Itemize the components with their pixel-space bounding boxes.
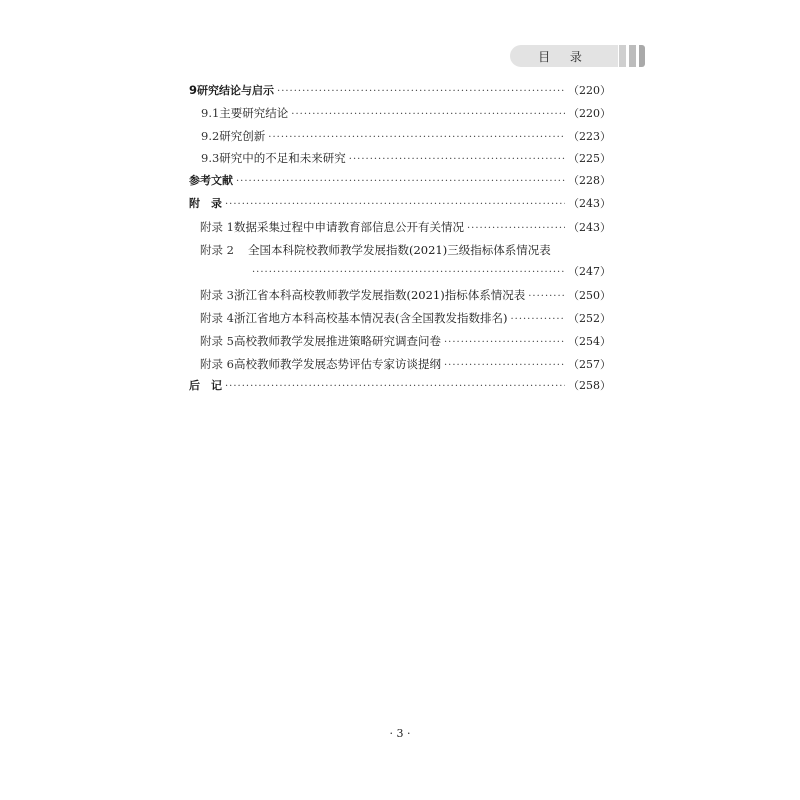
toc-entry-page: （243） — [568, 196, 611, 210]
toc-entry-title: 参考文献 — [189, 174, 233, 188]
toc-entry-title: 高校教师教学发展态势评估专家访谈提纲 — [233, 356, 441, 371]
toc-entry-title: 研究中的不足和未来研究 — [219, 151, 346, 166]
toc-entry-page: （243） — [568, 220, 611, 234]
toc-entry-title: 研究结论与启示 — [197, 84, 275, 97]
toc-entry-appendix-1[interactable] — [189, 216, 611, 239]
toc-entry-title: 高校教师教学发展推进策略研究调查问卷 — [233, 333, 441, 348]
toc-entry-number: 附录 5 — [200, 333, 234, 348]
toc-entry-references[interactable] — [189, 170, 611, 193]
toc-entry-page: （250） — [568, 289, 611, 303]
toc-entry-title: 浙江省地方本科高校基本情况表(含全国教发指数排名) — [233, 310, 508, 325]
toc-entry-title: 附 录 — [189, 196, 222, 210]
toc-entry-page: （220） — [568, 106, 611, 120]
dot-leader — [510, 309, 565, 332]
toc-entry-9-3[interactable] — [189, 147, 611, 170]
toc-entry-page: （254） — [568, 334, 611, 348]
toc-entry-appendix-6[interactable] — [189, 353, 611, 376]
toc-entry-page: （252） — [568, 311, 611, 325]
toc-entry-appendix-4[interactable] — [189, 307, 611, 330]
dot-leader — [236, 171, 565, 194]
toc-entry-9-1[interactable] — [189, 102, 611, 125]
toc-entry-title: 主要研究结论 — [219, 105, 289, 120]
toc-entry-appendix-5[interactable] — [189, 330, 611, 353]
dot-leader — [268, 127, 565, 150]
header-bar — [639, 45, 645, 67]
toc-entry-number: 附录 3 — [200, 288, 234, 303]
toc-entry-chapter-9[interactable] — [189, 79, 611, 102]
toc-entry-number: 9.2 — [201, 128, 220, 143]
toc-entry-number: 附录 6 — [200, 356, 234, 371]
toc-entry-number: 9.3 — [201, 151, 220, 166]
toc-entry-page: （257） — [568, 357, 611, 371]
toc-entry-number: 附录 1 — [200, 219, 234, 234]
toc-entry-page: （247） — [568, 265, 611, 279]
dot-leader — [444, 355, 565, 378]
section-header-label: 目 录 — [538, 49, 590, 64]
toc-entry-title: 研究创新 — [219, 128, 266, 143]
dot-leader — [467, 218, 565, 241]
toc-entry-title: 后 记 — [189, 379, 222, 393]
header-bar — [629, 45, 636, 67]
dot-leader — [291, 104, 565, 127]
toc-entry-number: 9.1 — [201, 105, 220, 120]
toc-entry-afterword[interactable] — [189, 375, 611, 398]
dot-leader — [252, 262, 565, 285]
toc-entry-title: 全国本科院校教师教学发展指数(2021)三级指标体系情况表 — [248, 242, 551, 257]
toc-entry-number: 附录 2 — [200, 242, 234, 257]
toc-entry-title: 浙江省本科高校教师教学发展指数(2021)指标体系情况表 — [233, 288, 526, 303]
table-of-contents — [189, 79, 611, 398]
header-bar — [619, 45, 626, 67]
toc-entry-number: 附录 4 — [200, 310, 234, 325]
dot-leader — [225, 194, 565, 217]
dot-leader — [349, 149, 565, 172]
dot-leader — [444, 332, 565, 355]
toc-entry-page: （258） — [568, 379, 611, 393]
toc-entry-appendix[interactable] — [189, 193, 611, 216]
page-number: · 3 · — [389, 727, 411, 740]
toc-entry-appendix-2[interactable] — [189, 239, 611, 262]
toc-entry-appendix-3[interactable] — [189, 284, 611, 307]
toc-entry-page: （225） — [568, 152, 611, 166]
toc-entry-9-2[interactable] — [189, 125, 611, 148]
dot-leader — [528, 286, 565, 309]
dot-leader — [225, 376, 565, 399]
toc-entry-appendix-2-continuation[interactable] — [189, 261, 611, 284]
toc-entry-page: （223） — [568, 129, 611, 143]
section-header-tab — [510, 45, 618, 67]
toc-entry-title: 数据采集过程中申请教育部信息公开有关情况 — [233, 219, 464, 234]
toc-entry-number: 9 — [189, 83, 198, 97]
toc-entry-page: （220） — [568, 84, 611, 97]
dot-leader — [277, 81, 565, 104]
toc-entry-page: （228） — [568, 174, 611, 188]
header-decoration — [616, 45, 645, 67]
